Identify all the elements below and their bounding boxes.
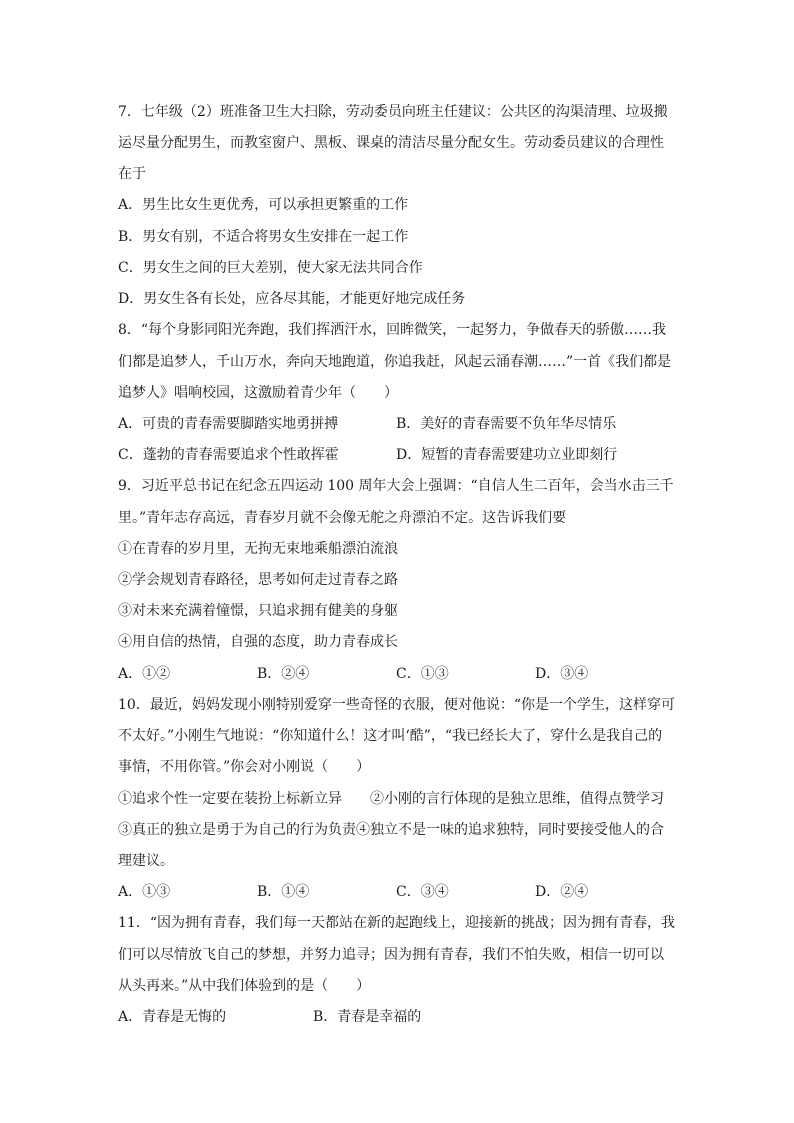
option-c: C．蓬勃的青春需要追求个性敢挥霍 xyxy=(118,447,339,463)
option-a: A．①③ xyxy=(118,884,171,900)
question-stem-line: 在于 xyxy=(118,166,146,182)
question-stem-line: 追梦人》唱响校园，这激励着青少年（ ） xyxy=(118,385,398,401)
option-d: D．短暂的青春需要建功立业即刻行 xyxy=(396,447,618,463)
question-stem-line: 运尽量分配男生，而教室窗户、黑板、课桌的清洁尽量分配女生。劳动委员建议的合理性 xyxy=(118,135,664,151)
option-a: A．①② xyxy=(118,666,171,682)
question-stem-line: 7．七年级（2）班准备卫生大扫除，劳动委员向班主任建议：公共区的沟渠清理、垃圾搬 xyxy=(118,104,668,120)
statement-item: 理建议。 xyxy=(118,853,174,869)
statement-item: ③真正的独立是勇于为自己的行为负责④独立不是一味的追求独特，同时要接受他人的合 xyxy=(118,822,664,838)
statement-item: ①在青春的岁月里，无拘无束地乘船漂泊流浪 xyxy=(118,541,398,557)
question-stem-line: 们都是追梦人，千山万水，奔向天地跑道，你追我赶，风起云涌春潮……”一首《我们都是 xyxy=(118,354,672,370)
option-b: B．①④ xyxy=(257,884,310,900)
option-b: B．美好的青春需要不负年华尽情乐 xyxy=(396,416,617,432)
option-d: D．男女生各有长处，应各尽其能，才能更好地完成任务 xyxy=(118,291,466,307)
question-stem-line: 不太好。”小刚生气地说：“你知道什么！这才叫‘酷”，“我已经长大了，穿什么是我自己的 xyxy=(118,728,663,744)
question-stem-line: 们可以尽情放飞自己的梦想，并努力追寻；因为拥有青春，我们不怕失败，相信一切可以 xyxy=(118,947,664,963)
option-b: B．青春是幸福的 xyxy=(313,1009,422,1025)
option-b: B．男女有别，不适合将男女生安排在一起工作 xyxy=(118,229,409,245)
question-stem-line: 事情，不用你管。”你会对小刚说（ ） xyxy=(118,759,371,775)
question-stem-line: 11．“因为拥有青春，我们每一天都站在新的起跑线上，迎接新的挑战；因为拥有青春，我 xyxy=(118,915,675,931)
option-b: B．②④ xyxy=(257,666,310,682)
statement-item: ④用自信的热情，自强的态度，助力青春成长 xyxy=(118,634,398,650)
question-stem-line: 10．最近，妈妈发现小刚特别爱穿一些奇怪的衣服，便对他说：“你是一个学生，这样穿可 xyxy=(118,697,675,713)
statement-item: ③对未来充满着憧憬，只追求拥有健美的身躯 xyxy=(118,603,398,619)
option-a: A．可贵的青春需要脚踏实地勇拼搏 xyxy=(118,416,339,432)
question-stem-line: 从头再来。”从中我们体验到的是（ ） xyxy=(118,978,371,994)
option-a: A．男生比女生更优秀，可以承担更繁重的工作 xyxy=(118,197,409,213)
question-stem-line: 里。”青年志存高远，青春岁月就不会像无舵之舟漂泊不定。这告诉我们要 xyxy=(118,510,567,526)
option-a: A．青春是无悔的 xyxy=(118,1009,227,1025)
option-d: D．③④ xyxy=(535,666,589,682)
statement-item: ②学会规划青春路径，思考如何走过青春之路 xyxy=(118,572,398,588)
question-stem-line: 9．习近平总书记在纪念五四运动 100 周年大会上强调：“自信人生二百年，会当水击三千 xyxy=(118,478,674,494)
statement-item: ①追求个性一定要在装扮上标新立异 ②小刚的言行体现的是独立思维，值得点赞学习 xyxy=(118,791,664,807)
option-c: C．男女生之间的巨大差别，使大家无法共同合作 xyxy=(118,260,423,276)
option-c: C．①③ xyxy=(396,666,449,682)
question-stem-line: 8．“每个身影同阳光奔跑，我们挥洒汗水，回眸微笑，一起努力，争做春天的骄傲……我 xyxy=(118,322,667,338)
option-d: D．②④ xyxy=(535,884,589,900)
option-c: C．③④ xyxy=(396,884,449,900)
